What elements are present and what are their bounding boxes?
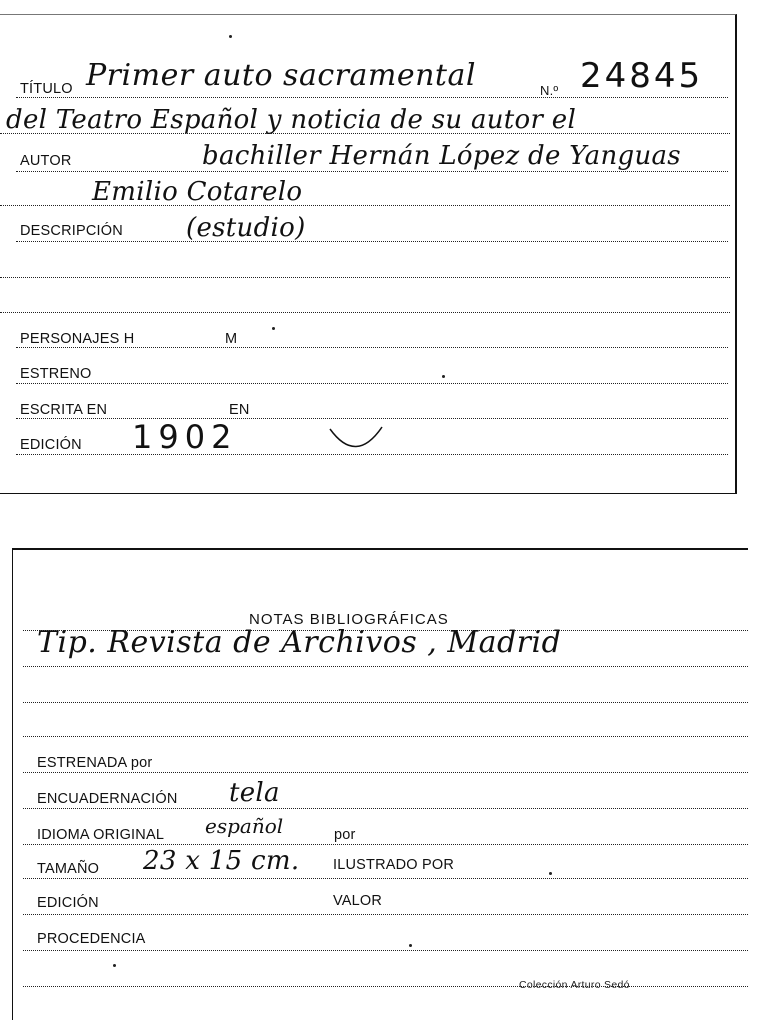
rule <box>23 808 748 809</box>
label-escrita-en: ESCRITA EN <box>20 402 108 418</box>
rule <box>23 878 748 879</box>
ink-speck <box>113 964 116 967</box>
rule <box>23 702 748 703</box>
catalog-card-bottom <box>12 548 748 1020</box>
rule <box>0 277 730 278</box>
rule <box>23 772 748 773</box>
label-encuadernacion: ENCUADERNACIÓN <box>37 791 178 807</box>
label-idioma-original: IDIOMA ORIGINAL <box>37 827 165 843</box>
handwritten-description: (estudio) <box>186 213 306 243</box>
label-descripcion: DESCRIPCIÓN <box>20 223 123 239</box>
label-estrenada-por: ESTRENADA por <box>37 755 153 771</box>
label-edicion: EDICIÓN <box>20 437 82 453</box>
label-valor: VALOR <box>333 893 383 909</box>
handwritten-title-line1: Primer auto sacramental <box>86 58 476 93</box>
ink-speck <box>229 35 232 38</box>
label-tamano: TAMAÑO <box>37 861 100 877</box>
label-personajes-h: PERSONAJES H <box>20 331 135 347</box>
label-notas-bibliograficas: NOTAS BIBLIOGRÁFICAS <box>249 611 449 628</box>
label-en: EN <box>229 402 250 418</box>
label-ilustrado-por: ILUSTRADO POR <box>333 857 455 873</box>
rule <box>0 312 730 313</box>
handwritten-catalog-number: 24845 <box>580 56 704 96</box>
rule <box>23 844 748 845</box>
rule <box>16 347 728 348</box>
label-procedencia: PROCEDENCIA <box>37 931 146 947</box>
rule <box>16 97 728 98</box>
handwritten-notes: Tip. Revista de Archivos , Madrid <box>37 625 562 660</box>
ink-speck <box>549 872 552 875</box>
rule <box>23 914 748 915</box>
label-por: por <box>334 827 356 843</box>
rule <box>16 171 728 172</box>
ink-speck <box>442 375 445 378</box>
rule <box>23 986 748 987</box>
rule <box>23 666 748 667</box>
label-estreno: ESTRENO <box>20 366 92 382</box>
label-autor: AUTOR <box>20 153 72 169</box>
rule <box>23 950 748 951</box>
collection-stamp: Colección Arturo Sedó <box>519 979 630 991</box>
ink-speck <box>409 944 412 947</box>
rule <box>23 736 748 737</box>
handwritten-size: 23 x 15 cm. <box>143 846 300 876</box>
catalog-card-top <box>0 14 737 494</box>
punch-hole-arc <box>326 419 386 455</box>
label-edicion: EDICIÓN <box>37 895 99 911</box>
handwritten-title-line2: del Teatro Español y noticia de su autor el <box>6 105 577 135</box>
handwritten-author-line1: bachiller Hernán López de Yanguas <box>202 141 681 171</box>
rule <box>16 241 728 242</box>
label-titulo: TÍTULO <box>20 81 73 97</box>
handwritten-language: español <box>205 814 284 838</box>
label-number-prefix: N.º <box>540 83 559 98</box>
handwritten-edition-year: 1902 <box>132 418 238 456</box>
ink-speck <box>272 327 275 330</box>
handwritten-author-line2: Emilio Cotarelo <box>92 177 303 207</box>
rule <box>16 383 728 384</box>
handwritten-binding: tela <box>229 778 280 808</box>
label-personajes-m: M <box>225 331 238 347</box>
